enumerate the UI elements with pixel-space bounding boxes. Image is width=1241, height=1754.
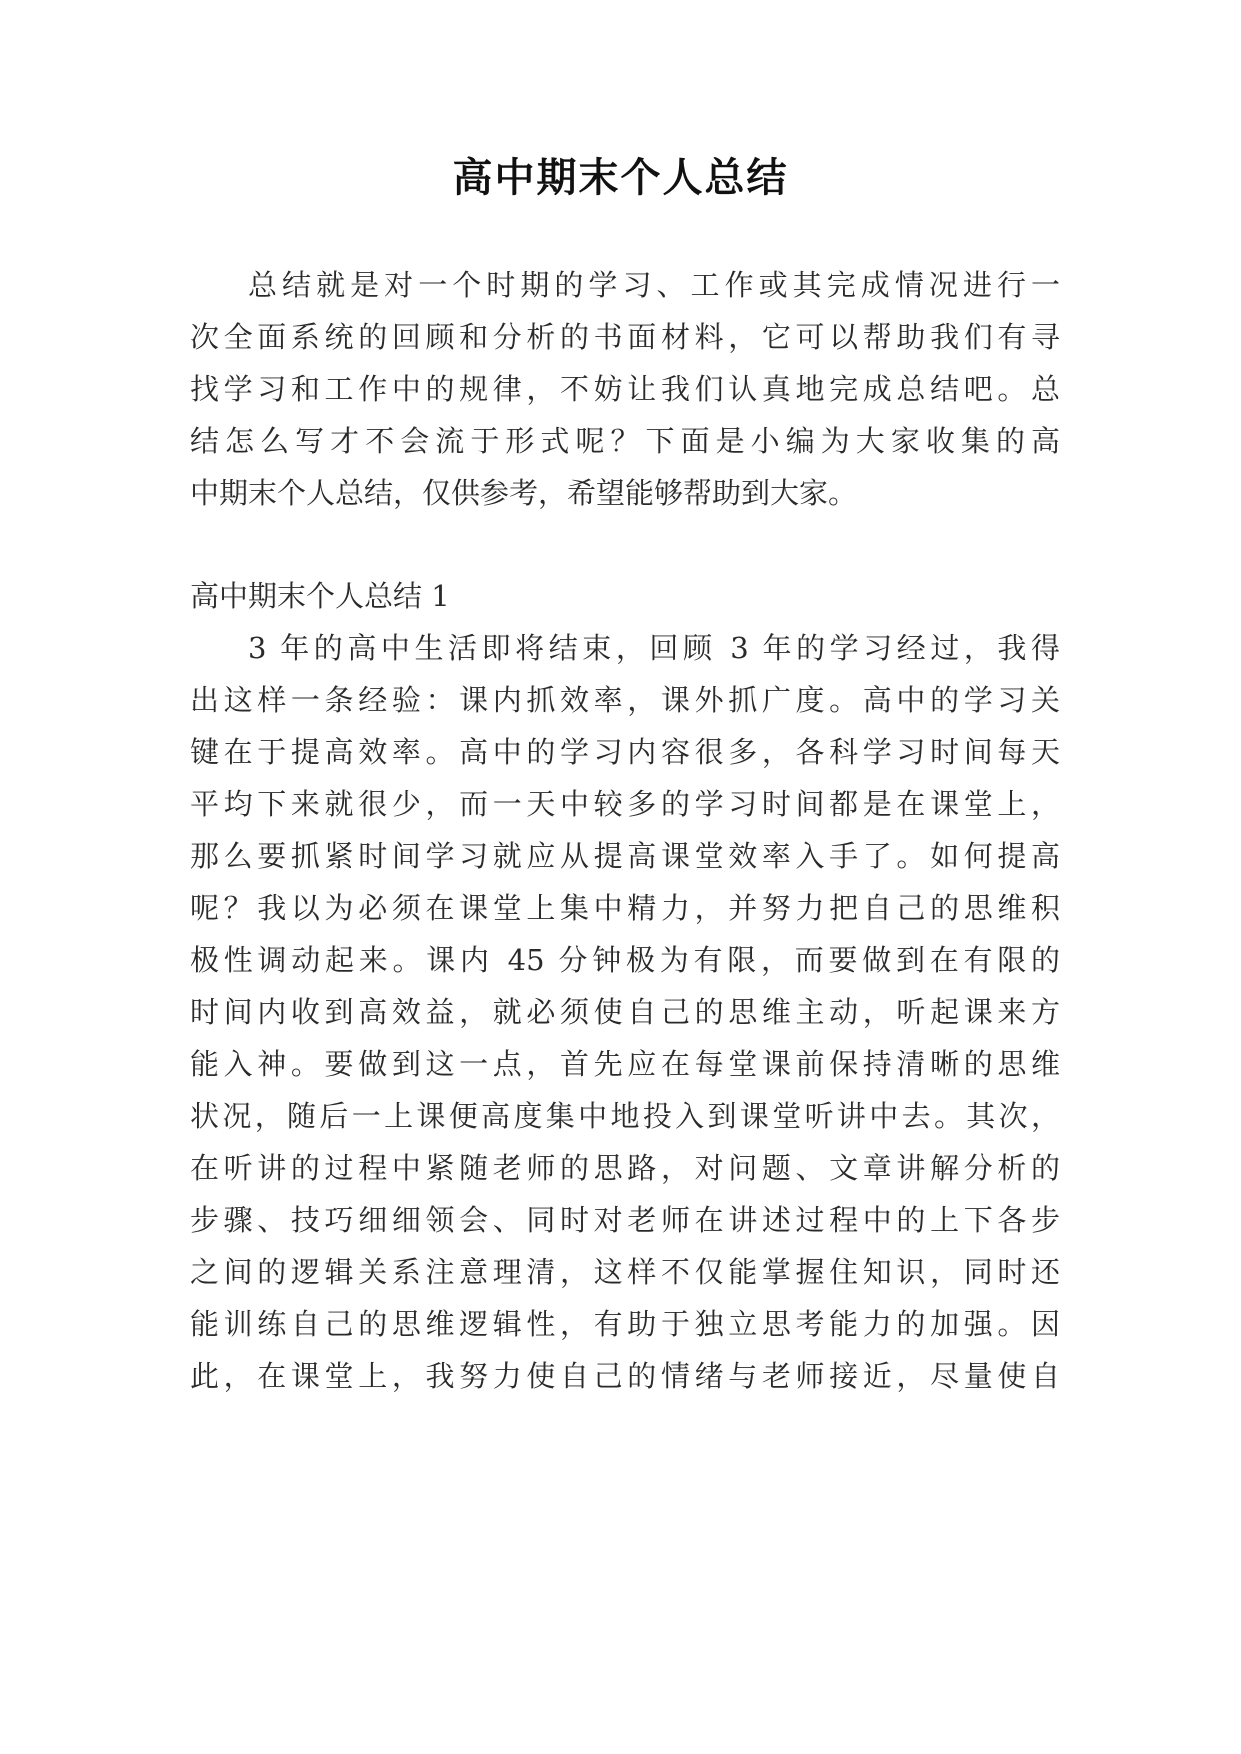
body-line: 键在于提高效率。高中的学习内容很多，各科学习时间每天 [190, 735, 1060, 769]
body-line: 极性调动起来。课内 45 分钟极为有限，而要做到在有限的 [190, 943, 1060, 977]
body-line: 时间内收到高效益，就必须使自己的思维主动，听起课来方 [190, 995, 1060, 1029]
body-line: 能训练自己的思维逻辑性，有助于独立思考能力的加强。因 [190, 1307, 1060, 1341]
body-line: 出这样一条经验：课内抓效率，课外抓广度。高中的学习关 [190, 683, 1060, 717]
body-line: 3 年的高中生活即将结束，回顾 3 年的学习经过，我得 [248, 631, 1060, 665]
intro-line: 结怎么写才不会流于形式呢？下面是小编为大家收集的高 [190, 424, 1060, 458]
document-title: 高中期末个人总结 [452, 154, 789, 201]
body-line: 能入神。要做到这一点，首先应在每堂课前保持清晰的思维 [190, 1047, 1060, 1081]
section-heading: 高中期末个人总结 1 [190, 579, 450, 613]
body-line: 在听讲的过程中紧随老师的思路，对问题、文章讲解分析的 [190, 1151, 1060, 1185]
body-line: 状况，随后一上课便高度集中地投入到课堂听讲中去。其次， [190, 1099, 1060, 1133]
intro-line: 次全面系统的回顾和分析的书面材料，它可以帮助我们有寻 [190, 320, 1060, 354]
body-line: 之间的逻辑关系注意理清，这样不仅能掌握住知识，同时还 [190, 1255, 1060, 1289]
body-line: 此，在课堂上，我努力使自己的情绪与老师接近，尽量使自 [190, 1359, 1060, 1393]
intro-line: 找学习和工作中的规律，不妨让我们认真地完成总结吧。总 [190, 372, 1060, 406]
body-line: 呢？我以为必须在课堂上集中精力，并努力把自己的思维积 [190, 891, 1060, 925]
intro-line: 中期末个人总结，仅供参考，希望能够帮助到大家。 [190, 476, 858, 510]
intro-line: 总结就是对一个时期的学习、工作或其完成情况进行一 [248, 268, 1060, 302]
body-line: 平均下来就很少，而一天中较多的学习时间都是在课堂上， [190, 787, 1060, 821]
body-line: 那么要抓紧时间学习就应从提高课堂效率入手了。如何提高 [190, 839, 1060, 873]
body-line: 步骤、技巧细细领会、同时对老师在讲述过程中的上下各步 [190, 1203, 1060, 1237]
